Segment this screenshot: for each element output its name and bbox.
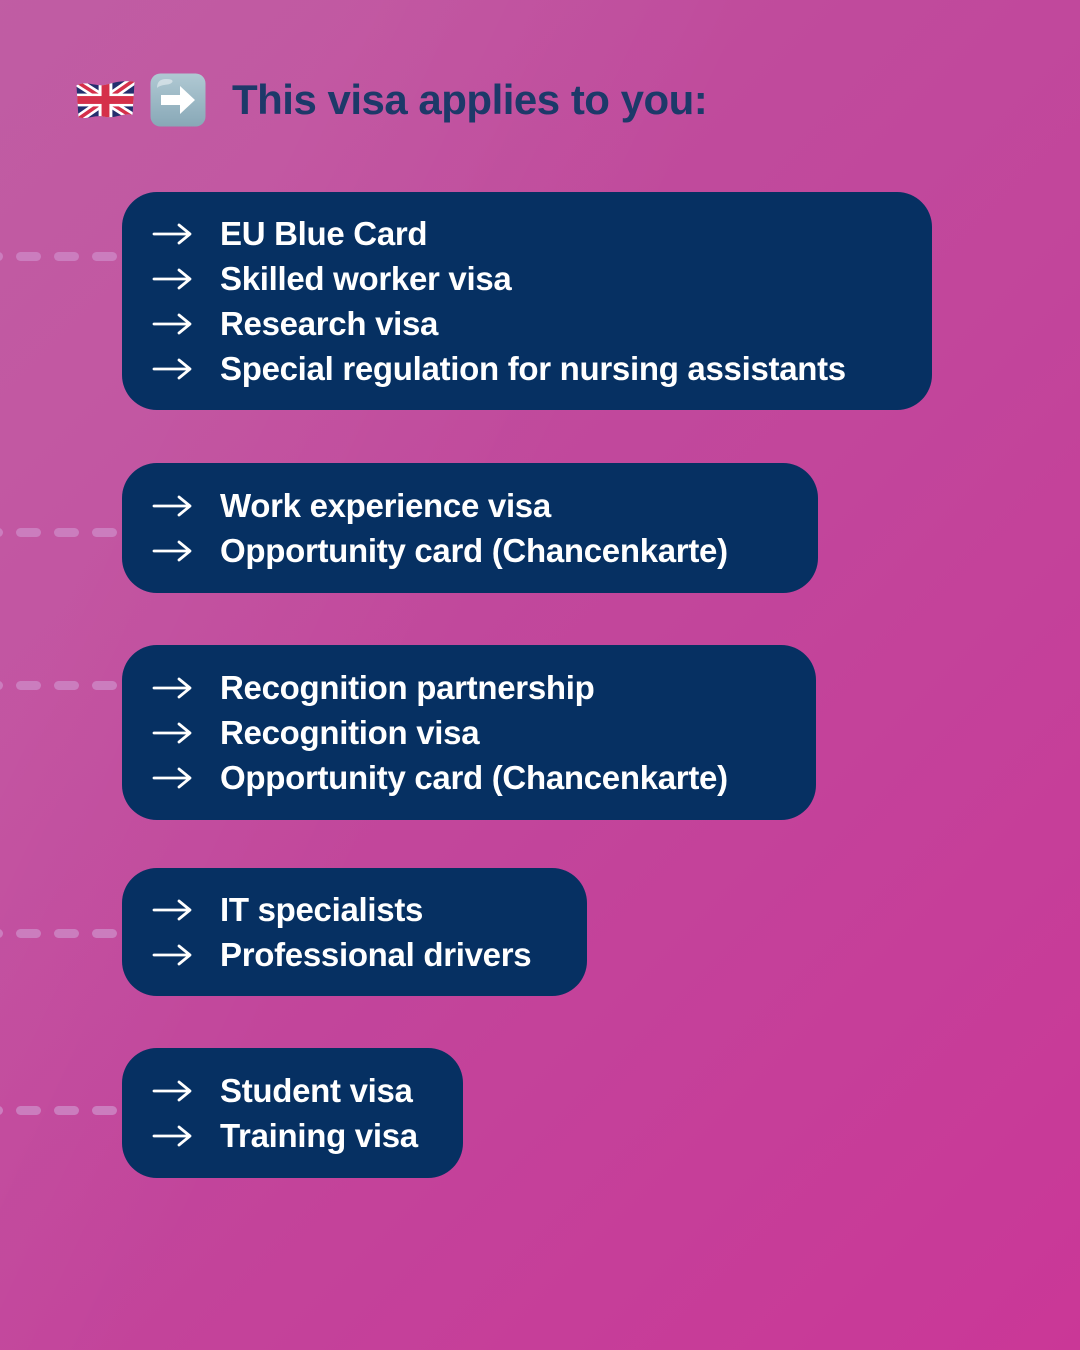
arrow-bullet-icon <box>152 1124 196 1148</box>
page-title: This visa applies to you: <box>232 76 708 123</box>
visa-item-label: Research visa <box>220 304 439 342</box>
arrow-bullet-icon <box>152 943 196 967</box>
visa-item <box>152 932 557 977</box>
visa-group-box-4 <box>122 868 587 996</box>
visa-item <box>152 755 786 800</box>
dashed-connector-1 <box>0 252 117 261</box>
visa-group-box-5 <box>122 1048 463 1178</box>
visa-item-label: Special regulation for nursing assistants <box>220 349 846 387</box>
visa-item-label: Professional drivers <box>220 935 532 973</box>
dashed-connector-3 <box>0 681 117 690</box>
visa-item-label: IT specialists <box>220 890 424 928</box>
visa-item <box>152 710 786 755</box>
visa-item-label: Training visa <box>220 1116 418 1154</box>
visa-item <box>152 211 902 256</box>
arrow-bullet-icon <box>152 267 196 291</box>
arrow-bullet-icon <box>152 676 196 700</box>
dashed-connector-5 <box>0 1106 117 1115</box>
visa-group-box-1 <box>122 192 932 410</box>
visa-item <box>152 301 902 346</box>
visa-item <box>152 665 786 710</box>
visa-item-label: Recognition visa <box>220 713 480 751</box>
arrow-bullet-icon <box>152 222 196 246</box>
visa-item-label: Skilled worker visa <box>220 259 512 297</box>
visa-item <box>152 256 902 301</box>
visa-item-label: Opportunity card (Chancenkarte) <box>220 531 728 569</box>
visa-item-label: Opportunity card (Chancenkarte) <box>220 758 728 796</box>
right-arrow-emoji-icon <box>150 73 206 127</box>
visa-item <box>152 1068 433 1113</box>
arrow-bullet-icon <box>152 312 196 336</box>
arrow-bullet-icon <box>152 1079 196 1103</box>
uk-flag-icon <box>75 77 136 123</box>
dashed-connector-4 <box>0 929 117 938</box>
visa-item-label: Recognition partnership <box>220 668 595 706</box>
visa-item-label: Work experience visa <box>220 486 551 524</box>
visa-item <box>152 483 788 528</box>
visa-item <box>152 528 788 573</box>
visa-item-label: EU Blue Card <box>220 214 428 252</box>
visa-group-box-3 <box>122 645 816 820</box>
arrow-bullet-icon <box>152 539 196 563</box>
dashed-connector-2 <box>0 528 117 537</box>
arrow-bullet-icon <box>152 766 196 790</box>
visa-item-label: Student visa <box>220 1071 413 1109</box>
arrow-bullet-icon <box>152 898 196 922</box>
arrow-bullet-icon <box>152 494 196 518</box>
arrow-bullet-icon <box>152 357 196 381</box>
visa-item <box>152 887 557 932</box>
visa-item <box>152 1113 433 1158</box>
visa-item <box>152 346 902 391</box>
arrow-bullet-icon <box>152 721 196 745</box>
visa-group-box-2 <box>122 463 818 593</box>
header <box>75 68 707 132</box>
